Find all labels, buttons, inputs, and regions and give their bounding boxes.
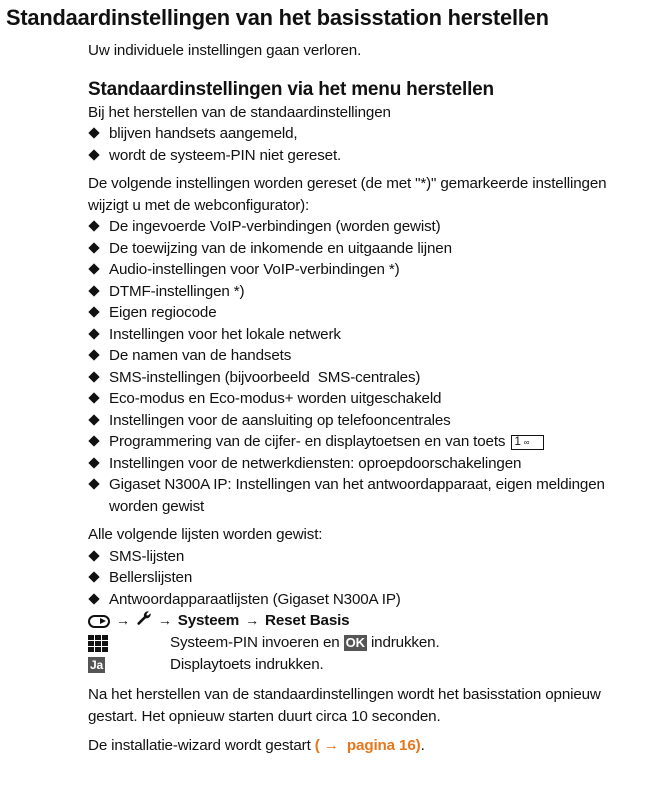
bullet-diamond-icon	[88, 306, 99, 317]
step-display-key: Ja Displaytoets indrukken.	[90, 656, 324, 674]
bullet-diamond-icon	[88, 392, 99, 403]
cleared-lists	[88, 546, 640, 611]
list-item: Instellingen voor de aansluiting op telefooncentrales	[88, 410, 640, 432]
arrow-icon: →	[116, 612, 130, 629]
voicemail-icon: ∞	[523, 438, 530, 447]
list-item: DTMF-instellingen *)	[88, 281, 640, 303]
kept-list	[88, 123, 640, 166]
menu-step-systeem: Systeem	[177, 612, 240, 630]
menu-step-reset-basis: Reset Basis	[265, 612, 350, 630]
list-item: Gigaset N300A IP: Instellingen van het antwoordapparaat, eigen meldingen worden gewist	[88, 474, 640, 517]
bullet-diamond-icon	[88, 349, 99, 360]
reset-intro: De volgende instellingen worden gereset (de met "*)" gemarkeerde instellingen wijzigt u met de webconfigurator):	[88, 175, 607, 214]
content	[88, 40, 640, 757]
list-item: Eigen regiocode	[88, 302, 640, 324]
bullet-diamond-icon	[88, 127, 99, 138]
ok-key: OK	[345, 635, 365, 651]
list-item: De ingevoerde VoIP-verbindingen (worden gewist)	[88, 216, 640, 238]
section-lead: Bij het herstellen van de standaardinstellingen	[88, 103, 391, 121]
bullet-diamond-icon	[88, 285, 99, 296]
bullet-diamond-icon	[88, 263, 99, 274]
arrow-icon: →	[323, 737, 339, 754]
bullet-diamond-icon	[88, 328, 99, 339]
keypad-icon	[88, 635, 170, 652]
list-item: Instellingen voor het lokale netwerk	[88, 324, 640, 346]
list-item: SMS-instellingen (bijvoorbeeld SMS-centrales)	[88, 367, 640, 389]
bullet-diamond-icon	[88, 220, 99, 231]
list-item: SMS-lijsten	[88, 546, 640, 568]
bullet-diamond-icon	[88, 550, 99, 561]
control-key-icon	[88, 615, 110, 628]
list-item: Instellingen voor de netwerkdiensten: oproepdoorschakelingen	[88, 453, 640, 475]
bullet-diamond-icon	[88, 371, 99, 382]
wizard-text: De installatie-wizard wordt gestart ( → pagina 16).	[88, 737, 425, 754]
list-item: Eco-modus en Eco-modus+ worden uitgeschakeld	[88, 388, 640, 410]
intro-text: Uw individuele instellingen gaan verloren.	[88, 42, 362, 59]
list-item: Audio-instellingen voor VoIP-verbindingen *)	[88, 259, 640, 281]
bullet-diamond-icon	[88, 435, 99, 446]
bullet-diamond-icon	[88, 571, 99, 582]
bullet-diamond-icon	[88, 457, 99, 468]
list-item: wordt de systeem-PIN niet gereset.	[88, 145, 640, 167]
page-title: Standaardinstellingen van het basisstation herstellen	[6, 5, 549, 30]
restart-text: Na het herstellen van de standaardinstellingen wordt het basisstation opnieuw gestart. Het opnieuw starten duurt circa 10 seconden.	[88, 686, 601, 725]
list-item: blijven handsets aangemeld,	[88, 123, 640, 145]
bullet-diamond-icon	[88, 478, 99, 489]
ja-key: Ja	[90, 658, 104, 673]
key-1: 1 ∞	[511, 435, 544, 450]
wrench-icon	[136, 610, 152, 633]
list-item: De namen van de handsets	[88, 345, 640, 367]
lists-intro: Alle volgende lijsten worden gewist:	[88, 526, 323, 543]
page-link[interactable]: ( → pagina 16)	[314, 737, 421, 754]
list-item: Antwoordapparaatlijsten (Gigaset N300A IP)	[88, 589, 640, 611]
bullet-diamond-icon	[88, 414, 99, 425]
section-heading: Standaardinstellingen via het menu herstellen	[88, 78, 494, 100]
bullet-diamond-icon	[88, 593, 99, 604]
list-item: De toewijzing van de inkomende en uitgaande lijnen	[88, 238, 640, 260]
menu-path	[88, 610, 640, 632]
list-item: Bellerslijsten	[88, 567, 640, 589]
bullet-diamond-icon	[88, 242, 99, 253]
arrow-icon: →	[157, 612, 172, 629]
step-enter-pin: Systeem-PIN invoeren en OK indrukken.	[88, 632, 640, 654]
bullet-diamond-icon	[88, 149, 99, 160]
list-item: Programmering van de cijfer- en displaytoetsen en van toets 1 ∞	[88, 431, 640, 453]
arrow-icon: →	[245, 612, 260, 629]
reset-list	[88, 216, 640, 517]
